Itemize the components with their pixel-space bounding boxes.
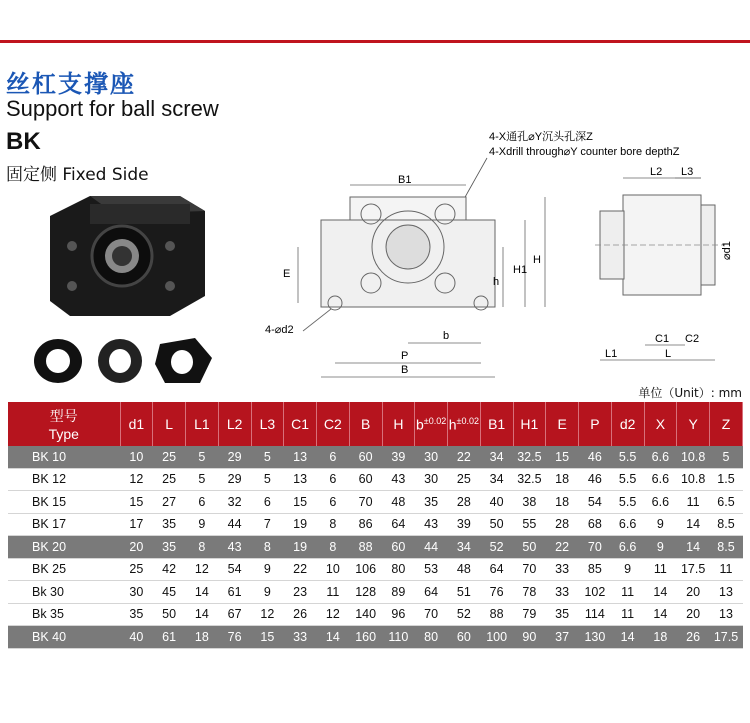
header-type-en: Type <box>48 426 79 442</box>
table-row <box>8 581 743 604</box>
header-L1: L1 <box>186 402 219 446</box>
table-cell: 34 <box>480 446 513 468</box>
table-cell: 6 <box>186 491 219 514</box>
table-cell: 26 <box>677 626 710 649</box>
dim-b: b <box>443 330 450 342</box>
technical-drawing <box>255 125 750 385</box>
table-cell: 5 <box>710 446 743 468</box>
table-cell: 5 <box>186 446 219 468</box>
table-cell: 46 <box>579 446 612 468</box>
dim-d2: 4-⌀d2 <box>265 324 294 336</box>
header-d2: d2 <box>611 402 644 446</box>
unit-label: 单位（Unit）: mm <box>638 386 742 400</box>
dim-C1: C1 <box>655 333 670 345</box>
table-cell: 5.5 <box>611 491 644 514</box>
table-cell: 33 <box>546 581 579 604</box>
table-cell: 11 <box>677 491 710 514</box>
table-cell: 5.5 <box>611 446 644 468</box>
table-cell: 70 <box>349 491 382 514</box>
table-cell: 35 <box>546 603 579 626</box>
page-title-en: Support for ball screw <box>6 96 219 121</box>
header-X: X <box>644 402 677 446</box>
table-row <box>8 513 743 536</box>
table-cell: 28 <box>546 513 579 536</box>
table-cell: 19 <box>284 513 317 536</box>
table-cell: 15 <box>251 626 284 649</box>
table-cell-type: BK 40 <box>8 626 120 649</box>
table-cell: 40 <box>120 626 153 649</box>
table-cell: 55 <box>513 513 546 536</box>
table-cell: 8 <box>317 536 350 559</box>
table-cell: 8.5 <box>710 513 743 536</box>
table-header-row <box>8 402 743 446</box>
table-cell: 17 <box>120 513 153 536</box>
table-cell: 6 <box>317 491 350 514</box>
table-cell: 13 <box>710 603 743 626</box>
table-cell: 8 <box>317 513 350 536</box>
table-cell: 48 <box>382 491 415 514</box>
table-cell: 96 <box>382 603 415 626</box>
table-cell: 12 <box>251 603 284 626</box>
header-h: $h^{\pm 0.02}$ <box>448 402 481 446</box>
table-cell: 35 <box>415 491 448 514</box>
table-cell: 20 <box>120 536 153 559</box>
dim-L3: L3 <box>681 166 694 178</box>
table-cell: 38 <box>513 491 546 514</box>
table-row <box>8 536 743 559</box>
table-cell: 76 <box>218 626 251 649</box>
table-cell: 39 <box>382 446 415 468</box>
table-cell: 14 <box>317 626 350 649</box>
table-row <box>8 446 743 468</box>
table-cell: 26 <box>284 603 317 626</box>
table-cell: 10 <box>317 558 350 581</box>
table-cell: 52 <box>448 603 481 626</box>
table-cell: 130 <box>579 626 612 649</box>
table-cell: 140 <box>349 603 382 626</box>
table-cell: 7 <box>251 513 284 536</box>
table-cell: 9 <box>186 513 219 536</box>
table-cell: 60 <box>382 536 415 559</box>
table-cell: 128 <box>349 581 382 604</box>
table-cell: 50 <box>513 536 546 559</box>
table-cell: 12 <box>186 558 219 581</box>
table-cell: 10.8 <box>677 446 710 468</box>
header-H1: H1 <box>513 402 546 446</box>
table-cell: 43 <box>382 468 415 491</box>
table-cell: 9 <box>251 558 284 581</box>
table-cell: 61 <box>153 626 186 649</box>
page-title-cn: 丝杠支撑座 <box>6 70 136 98</box>
table-cell: 30 <box>415 446 448 468</box>
table-cell: 30 <box>415 468 448 491</box>
table-cell: 70 <box>415 603 448 626</box>
table-cell: 160 <box>349 626 382 649</box>
table-cell: 6.6 <box>644 446 677 468</box>
table-cell: 67 <box>218 603 251 626</box>
table-cell: 6.5 <box>710 491 743 514</box>
table-cell: 79 <box>513 603 546 626</box>
table-row <box>8 558 743 581</box>
table-cell: 88 <box>480 603 513 626</box>
header-Z: Z <box>710 402 743 446</box>
table-cell: 9 <box>644 513 677 536</box>
header-E: E <box>546 402 579 446</box>
table-cell: 22 <box>448 446 481 468</box>
table-cell: 29 <box>218 468 251 491</box>
table-cell-type: Bk 30 <box>8 581 120 604</box>
table-cell: 35 <box>153 513 186 536</box>
dim-C2: C2 <box>685 333 700 345</box>
table-cell: 9 <box>611 558 644 581</box>
table-cell: 15 <box>284 491 317 514</box>
table-cell: 8 <box>251 536 284 559</box>
dim-H1: H1 <box>513 264 528 276</box>
table-cell: 11 <box>710 558 743 581</box>
model-code: BK <box>6 128 41 155</box>
dim-B: B <box>401 364 409 376</box>
table-cell: 14 <box>186 581 219 604</box>
header-L: L <box>153 402 186 446</box>
table-cell: 25 <box>153 446 186 468</box>
table-cell-type: BK 10 <box>8 446 120 468</box>
top-red-rule <box>0 40 750 43</box>
table-cell: 19 <box>284 536 317 559</box>
table-cell: 60 <box>448 626 481 649</box>
table-cell: 60 <box>349 468 382 491</box>
header-C1: C1 <box>284 402 317 446</box>
table-cell: 70 <box>513 558 546 581</box>
table-cell: 89 <box>382 581 415 604</box>
table-cell: 25 <box>120 558 153 581</box>
table-cell: 32.5 <box>513 446 546 468</box>
table-cell: 80 <box>415 626 448 649</box>
table-cell: 25 <box>153 468 186 491</box>
dim-E: E <box>283 268 291 280</box>
table-cell: 78 <box>513 581 546 604</box>
dim-B1: B1 <box>398 174 412 186</box>
table-cell-type: Bk 35 <box>8 603 120 626</box>
table-cell: 5 <box>251 446 284 468</box>
table-cell: 27 <box>153 491 186 514</box>
table-cell: 35 <box>120 603 153 626</box>
table-row <box>8 603 743 626</box>
dim-d1: ⌀d1 <box>721 241 733 260</box>
dim-h: h <box>493 276 500 288</box>
table-cell: 76 <box>480 581 513 604</box>
table-cell: 54 <box>579 491 612 514</box>
table-cell: 88 <box>349 536 382 559</box>
table-cell: 48 <box>448 558 481 581</box>
table-cell: 5.5 <box>611 468 644 491</box>
table-cell: 6 <box>317 468 350 491</box>
table-cell: 13 <box>284 446 317 468</box>
table-cell-type: BK 25 <box>8 558 120 581</box>
table-cell: 14 <box>644 581 677 604</box>
drill-note-en: 4-Xdrill through⌀Y counter bore depthZ <box>489 146 680 158</box>
table-cell-type: BK 17 <box>8 513 120 536</box>
spec-table <box>8 402 743 649</box>
dim-L1: L1 <box>605 348 618 360</box>
h-tolerance: ±0.02 <box>456 415 479 426</box>
table-cell: 64 <box>415 581 448 604</box>
table-cell: 11 <box>317 581 350 604</box>
table-cell: 10.8 <box>677 468 710 491</box>
table-cell: 23 <box>284 581 317 604</box>
table-cell: 20 <box>677 581 710 604</box>
table-cell: 28 <box>448 491 481 514</box>
table-cell: 51 <box>448 581 481 604</box>
table-cell: 29 <box>218 446 251 468</box>
table-cell: 40 <box>480 491 513 514</box>
table-cell: 80 <box>382 558 415 581</box>
table-cell-type: BK 12 <box>8 468 120 491</box>
table-cell: 13 <box>284 468 317 491</box>
table-cell: 35 <box>153 536 186 559</box>
table-cell: 42 <box>153 558 186 581</box>
table-cell: 60 <box>349 446 382 468</box>
table-cell: 15 <box>120 491 153 514</box>
table-cell: 13 <box>710 581 743 604</box>
table-cell: 43 <box>218 536 251 559</box>
table-cell: 17.5 <box>677 558 710 581</box>
table-cell: 30 <box>120 581 153 604</box>
table-cell: 114 <box>579 603 612 626</box>
header-type <box>8 402 120 446</box>
table-cell: 33 <box>546 558 579 581</box>
table-cell: 32.5 <box>513 468 546 491</box>
table-cell: 14 <box>611 626 644 649</box>
table-cell: 8 <box>186 536 219 559</box>
table-cell: 37 <box>546 626 579 649</box>
table-cell: 34 <box>448 536 481 559</box>
header-B1: B1 <box>480 402 513 446</box>
table-cell: 50 <box>153 603 186 626</box>
table-cell: 86 <box>349 513 382 536</box>
table-row <box>8 626 743 649</box>
drill-note-cn: 4-X通孔⌀Y沉头孔深Z <box>489 131 593 143</box>
table-cell: 70 <box>579 536 612 559</box>
table-cell: 18 <box>186 626 219 649</box>
table-cell: 32 <box>218 491 251 514</box>
table-cell: 18 <box>546 491 579 514</box>
table-cell: 44 <box>218 513 251 536</box>
table-cell: 25 <box>448 468 481 491</box>
table-cell: 50 <box>480 513 513 536</box>
table-cell-type: BK 15 <box>8 491 120 514</box>
table-cell: 22 <box>284 558 317 581</box>
table-cell-type: BK 20 <box>8 536 120 559</box>
table-cell: 102 <box>579 581 612 604</box>
side-label: 固定侧 Fixed Side <box>6 165 149 185</box>
dim-L2: L2 <box>650 166 663 178</box>
dim-H: H <box>533 254 541 266</box>
table-cell: 33 <box>284 626 317 649</box>
table-cell: 43 <box>415 513 448 536</box>
table-cell: 68 <box>579 513 612 536</box>
table-cell: 45 <box>153 581 186 604</box>
table-cell: 52 <box>480 536 513 559</box>
table-cell: 90 <box>513 626 546 649</box>
table-cell: 12 <box>317 603 350 626</box>
product-photo <box>30 186 240 391</box>
table-cell: 110 <box>382 626 415 649</box>
header-H: H <box>382 402 415 446</box>
table-cell: 64 <box>480 558 513 581</box>
table-cell: 44 <box>415 536 448 559</box>
header-Y: Y <box>677 402 710 446</box>
table-cell: 46 <box>579 468 612 491</box>
table-cell: 64 <box>382 513 415 536</box>
table-cell: 15 <box>546 446 579 468</box>
table-cell: 6.6 <box>644 468 677 491</box>
table-row <box>8 491 743 514</box>
table-cell: 6.6 <box>611 513 644 536</box>
header-B: B <box>349 402 382 446</box>
table-cell: 14 <box>644 603 677 626</box>
table-cell: 1.5 <box>710 468 743 491</box>
header-L2: L2 <box>218 402 251 446</box>
dim-P: P <box>401 350 409 362</box>
table-cell: 12 <box>120 468 153 491</box>
table-cell: 9 <box>644 536 677 559</box>
table-cell: 20 <box>677 603 710 626</box>
table-cell: 85 <box>579 558 612 581</box>
table-cell: 14 <box>677 536 710 559</box>
table-cell: 5 <box>186 468 219 491</box>
table-cell: 6.6 <box>611 536 644 559</box>
table-cell: 18 <box>644 626 677 649</box>
table-cell: 5 <box>251 468 284 491</box>
table-cell: 39 <box>448 513 481 536</box>
table-cell: 18 <box>546 468 579 491</box>
dim-L: L <box>665 348 672 360</box>
header-type-cn: 型号 <box>49 408 78 424</box>
table-cell: 6 <box>251 491 284 514</box>
b-tolerance: ±0.02 <box>423 415 447 426</box>
table-cell: 6 <box>317 446 350 468</box>
table-cell: 8.5 <box>710 536 743 559</box>
table-cell: 6.6 <box>644 491 677 514</box>
table-cell: 11 <box>611 581 644 604</box>
table-cell: 106 <box>349 558 382 581</box>
header-d1: d1 <box>120 402 153 446</box>
table-cell: 54 <box>218 558 251 581</box>
table-cell: 14 <box>677 513 710 536</box>
table-cell: 10 <box>120 446 153 468</box>
header-C2: C2 <box>317 402 350 446</box>
table-cell: 17.5 <box>710 626 743 649</box>
table-cell: 11 <box>644 558 677 581</box>
table-row <box>8 468 743 491</box>
table-cell: 100 <box>480 626 513 649</box>
table-cell: 53 <box>415 558 448 581</box>
header-L3: L3 <box>251 402 284 446</box>
table-cell: 11 <box>611 603 644 626</box>
header-b: $b^{\pm 0.02}$ <box>415 402 448 446</box>
table-cell: 61 <box>218 581 251 604</box>
table-cell: 14 <box>186 603 219 626</box>
header-P: P <box>579 402 612 446</box>
table-cell: 9 <box>251 581 284 604</box>
table-cell: 34 <box>480 468 513 491</box>
table-cell: 22 <box>546 536 579 559</box>
